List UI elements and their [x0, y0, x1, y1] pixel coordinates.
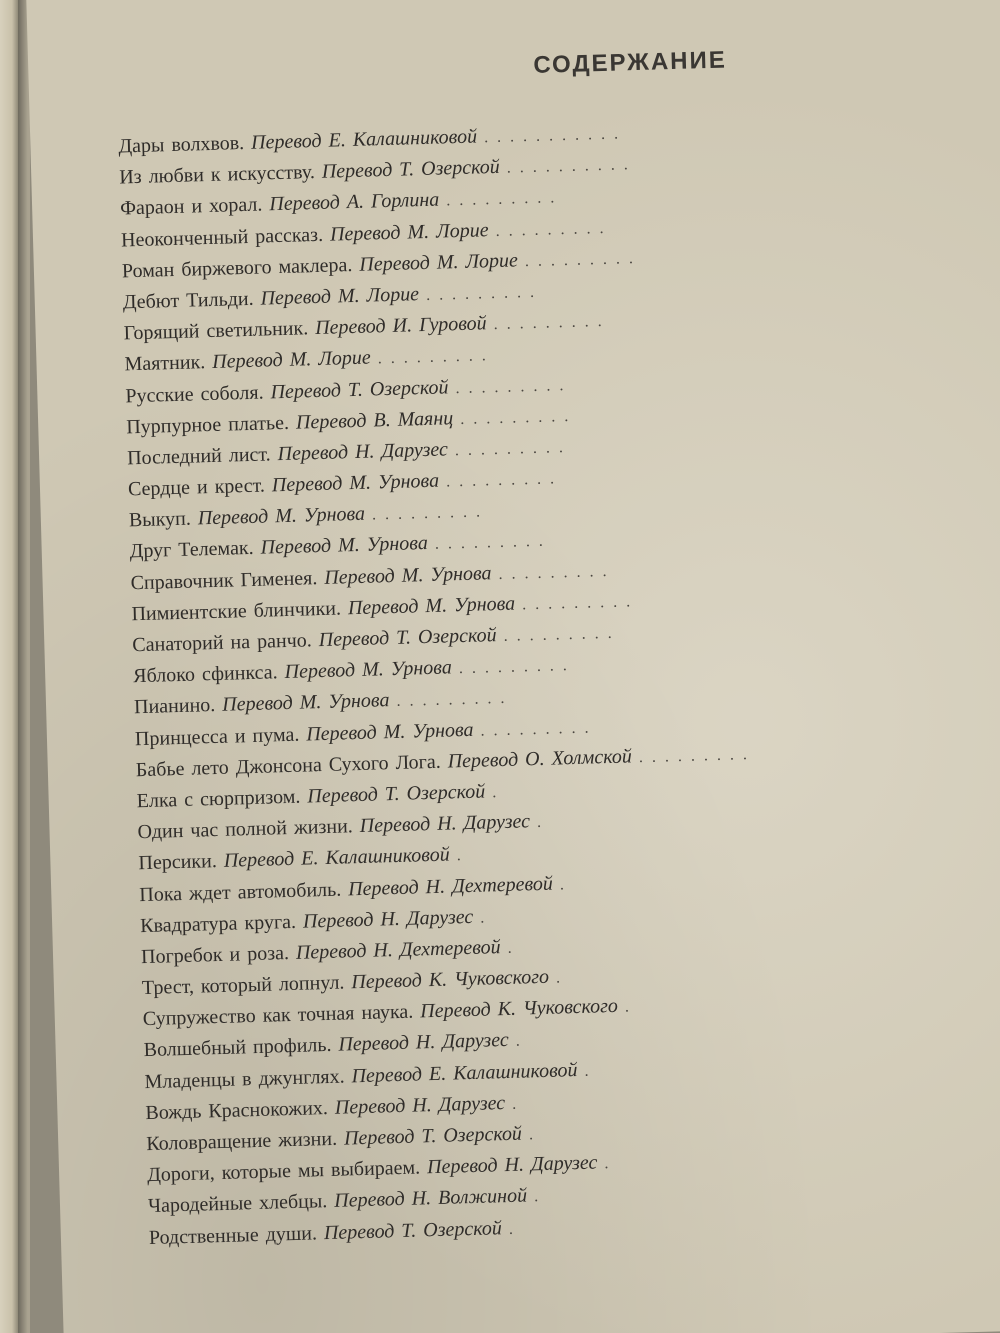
story-title: Дары волхвов.	[118, 131, 245, 158]
translator-credit: Перевод М. Лорие	[260, 283, 420, 310]
story-title: Из любви к искусству.	[119, 161, 316, 189]
translator-credit: Перевод М. Лорие	[359, 249, 519, 276]
dot-leader: .	[456, 847, 470, 865]
translator-credit: Перевод Н. Дарузес	[338, 1029, 509, 1057]
translator-credit: Перевод Е. Калашниковой	[351, 1058, 578, 1087]
translator-credit: Перевод Н. Дарузес	[359, 810, 531, 838]
story-title: Квадратура круга.	[139, 910, 297, 937]
story-title: Елка с сюрпризом.	[136, 785, 301, 813]
story-title: Справочник Гименея.	[130, 566, 318, 594]
story-title: Принцесса и пума.	[134, 723, 300, 750]
translator-credit: Перевод М. Лорие	[329, 218, 489, 246]
story-title: Коловращение жизни.	[146, 1127, 338, 1156]
story-title: Неоконченный рассказ.	[120, 223, 324, 252]
story-title: Супружество как точная наука.	[142, 1000, 414, 1031]
translator-credit: Перевод Н. Дарузес	[334, 1091, 506, 1119]
story-title: Друг Телемак.	[129, 537, 254, 563]
dot-leader: .........	[493, 312, 611, 334]
dot-leader: .........	[434, 532, 553, 554]
dot-leader: .........	[480, 718, 598, 740]
story-title: Горящий светильник.	[123, 317, 309, 345]
story-title: Один час полной жизни.	[137, 815, 354, 844]
story-title: Погребок и роза.	[140, 941, 290, 969]
table-of-contents	[118, 114, 769, 1254]
translator-credit: Перевод О. Холмской	[447, 745, 633, 773]
dot-leader: .........	[425, 283, 544, 304]
dot-leader: .	[533, 1188, 548, 1206]
dot-leader: .........	[458, 657, 577, 678]
contents-page	[26, 0, 1000, 1333]
dot-leader: .........	[371, 503, 490, 524]
story-title: Санаторий на ранчо.	[132, 629, 313, 657]
dot-leader: ..........	[506, 156, 637, 177]
dot-leader: .........	[524, 249, 643, 270]
story-title: Выкуп.	[128, 507, 192, 532]
translator-credit: Перевод К. Чуковского	[351, 965, 550, 994]
translator-credit: Перевод Т. Озерской	[318, 624, 497, 652]
translator-credit: Перевод Т. Озерской	[343, 1122, 523, 1150]
translator-credit: Перевод Т. Озерской	[270, 375, 449, 403]
dot-leader: .	[508, 1220, 523, 1238]
story-title: Волшебный профиль.	[143, 1034, 332, 1062]
story-title: Родственные души.	[148, 1221, 318, 1249]
dot-leader: .........	[498, 562, 616, 583]
story-title: Пианино.	[133, 694, 216, 719]
dot-leader: .	[507, 939, 521, 957]
page-title: СОДЕРЖАНИЕ	[532, 46, 728, 79]
dot-leader: .........	[495, 219, 613, 240]
dot-leader: .	[480, 909, 494, 927]
story-title: Пока ждет автомобиль.	[139, 878, 342, 906]
story-title: Фараон и хорал.	[119, 193, 263, 220]
translator-credit: Перевод М. Урнова	[260, 532, 429, 560]
story-title: Трест, который лопнул.	[141, 971, 345, 1000]
translator-credit: Перевод Н. Дехтеревой	[347, 872, 554, 900]
dot-leader: .	[515, 1032, 529, 1051]
translator-credit: Перевод Т. Озерской	[307, 780, 486, 808]
story-title: Последний лист.	[126, 443, 271, 470]
translator-credit: Перевод И. Гуровой	[314, 312, 487, 340]
dot-leader: .	[555, 969, 570, 987]
dot-leader: .........	[503, 624, 621, 645]
translator-credit: Перевод Н. Дарузес	[302, 905, 474, 933]
dot-leader: .........	[396, 690, 514, 711]
translator-credit: Перевод М. Урнова	[197, 502, 366, 530]
translator-credit: Перевод А. Горлина	[269, 188, 440, 216]
story-title: Дороги, которые мы выбираем.	[146, 1156, 421, 1187]
translator-credit: Перевод М. Урнова	[305, 718, 474, 746]
story-title: Чародейные хлебцы.	[147, 1190, 328, 1218]
translator-credit: Перевод М. Урнова	[323, 561, 492, 589]
translator-credit: Перевод Н. Дехтеревой	[295, 936, 501, 964]
translator-credit: Перевод К. Чуковского	[419, 995, 619, 1023]
translator-credit: Перевод М. Лорие	[211, 346, 372, 374]
dot-leader: .	[624, 998, 639, 1016]
story-title: Роман биржевого маклера.	[121, 253, 353, 283]
dot-leader: .	[604, 1155, 618, 1173]
story-title: Пимиентские блинчики.	[131, 597, 342, 626]
story-title: Маятник.	[124, 351, 206, 376]
dot-leader: .........	[455, 376, 573, 397]
translator-credit: Перевод Н. Волжиной	[333, 1184, 528, 1213]
translator-credit: Перевод Е. Калашниковой	[250, 125, 478, 154]
story-title: Бабье лето Джонсона Сухого Лога.	[135, 750, 442, 781]
translator-credit: Перевод Н. Дарузес	[277, 438, 449, 466]
dot-leader: ...........	[483, 125, 628, 147]
translator-credit: Перевод М. Урнова	[284, 656, 453, 684]
dot-leader: .	[536, 813, 551, 832]
translator-credit: Перевод В. Маянц	[295, 406, 454, 434]
story-title: Сердце и крест.	[127, 474, 266, 501]
story-title: Вождь Краснокожих.	[145, 1096, 329, 1124]
translator-credit: Перевод Н. Дарузес	[426, 1151, 598, 1179]
dot-leader: .........	[638, 745, 757, 766]
dot-leader: .	[492, 783, 506, 802]
dot-leader: .........	[521, 592, 640, 614]
story-title: Пурпурное платье.	[125, 411, 290, 439]
dot-leader: .	[528, 1126, 543, 1144]
translator-credit: Перевод Т. Озерской	[321, 156, 501, 183]
book-gutter	[18, 0, 30, 1333]
translator-credit: Перевод Е. Калашниковой	[223, 843, 450, 873]
dot-leader: .	[511, 1095, 526, 1113]
translator-credit: Перевод М. Урнова	[221, 689, 390, 717]
story-title: Персики.	[138, 850, 218, 875]
translator-credit: Перевод Т. Озерской	[323, 1216, 503, 1244]
dot-leader: .........	[377, 347, 495, 368]
dot-leader: .........	[445, 470, 564, 491]
story-title: Яблоко сфинкса.	[132, 661, 278, 688]
story-title: Младенцы в джунглях.	[144, 1065, 345, 1093]
dot-leader: .........	[446, 189, 564, 210]
story-title: Русские соболя.	[125, 381, 264, 407]
dot-leader: .	[559, 875, 574, 893]
story-title: Дебют Тильди.	[122, 287, 254, 314]
translator-credit: Перевод М. Урнова	[271, 469, 440, 497]
left-page-edge	[0, 0, 20, 1333]
dot-leader: .........	[460, 407, 578, 428]
translator-credit: Перевод М. Урнова	[347, 592, 516, 620]
dot-leader: .	[584, 1062, 598, 1080]
dot-leader: .........	[454, 438, 573, 460]
